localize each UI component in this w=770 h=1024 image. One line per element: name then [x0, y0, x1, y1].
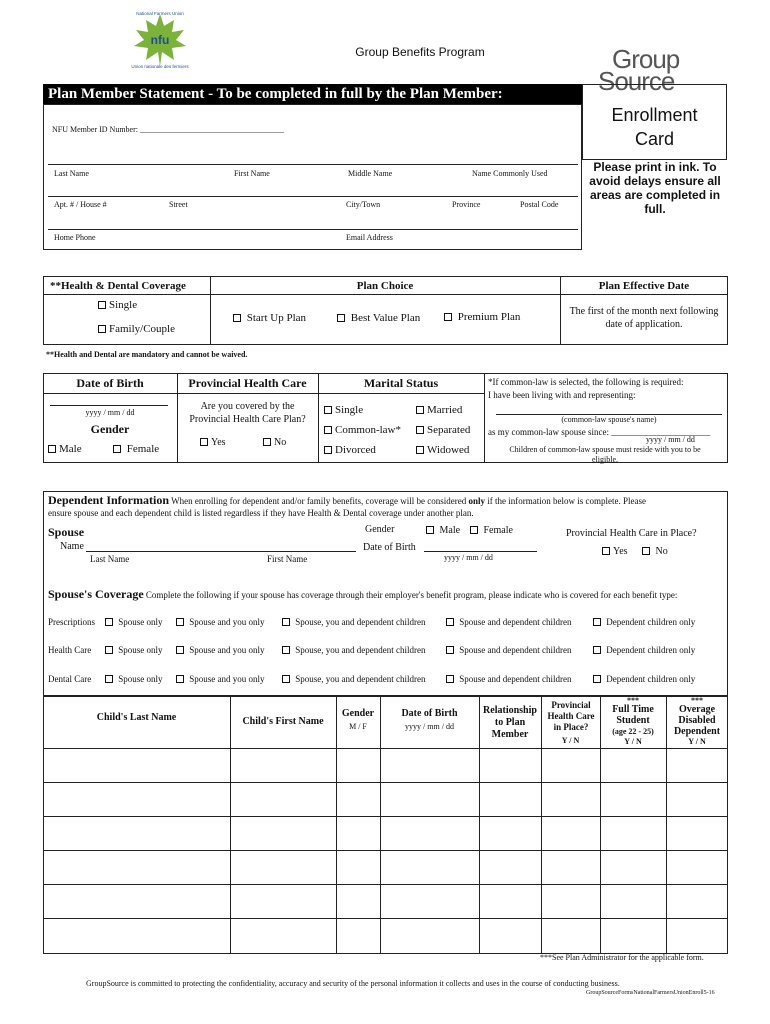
spouse-coverage-text: Complete the following if your spouse has coverage through their employer's benefit program, please indicate who is covered for each benefit type: [145, 590, 678, 600]
city-label: City/Town [346, 200, 381, 209]
benefit-option[interactable] [593, 674, 695, 684]
family-checkbox[interactable] [98, 323, 175, 335]
common-law-note: *If common-law is selected, the following is required: [488, 377, 684, 387]
nfu-logo-text: nfu [150, 33, 170, 47]
benefit-option[interactable] [282, 645, 425, 655]
dependent-intro-b: if the information below is complete. Please [487, 496, 646, 506]
effective-date-heading: Plan Effective Date [598, 280, 690, 292]
option-label: Spouse and dependent children [459, 617, 572, 627]
option-label: Spouse only [118, 645, 163, 655]
middle-name-label: Middle Name [348, 169, 393, 178]
option-label: Dependent children only [606, 617, 696, 627]
spouse-prov-no-checkbox[interactable] [642, 546, 668, 557]
name-common-label: Name Commonly Used [472, 169, 548, 178]
province-label: Province [452, 200, 481, 209]
single-checkbox[interactable] [98, 299, 137, 311]
benefit-label: Dental Care [48, 674, 92, 684]
form-code: GroupSourceFormsNationalFarmersUnionEnroll5-16 [586, 990, 715, 996]
mandatory-note: **Health and Dental are mandatory and cannot be waived. [46, 350, 248, 359]
marital-separated-checkbox[interactable] [416, 424, 470, 436]
nfu-logo-top-text: National Farmers Union [136, 11, 184, 16]
option-label: Spouse and dependent children [459, 645, 572, 655]
spouse-dob-label: Date of Birth [363, 542, 416, 553]
marital-common-law-checkbox[interactable] [324, 424, 401, 436]
dependent-intro-2: ensure spouse and each dependent child is listed regardless if they have Health & Dental coverage under another plan. [48, 508, 474, 518]
best-value-label: Best Value Plan [350, 312, 421, 324]
benefit-option[interactable] [176, 617, 265, 627]
prov-no-label: No [274, 437, 287, 448]
spouse-prov-question: Provincial Health Care in Place? [566, 528, 697, 539]
male-checkbox[interactable] [48, 443, 82, 455]
email-label: Email Address [346, 233, 393, 242]
common-law-children-note: Children of common-law spouse must reside with you to be eligible. [509, 445, 701, 464]
child-student-mark: *** [627, 696, 639, 705]
prov-health-heading: Provincial Health Care [188, 376, 307, 390]
dependent-title: Dependent Information [48, 493, 170, 507]
spouse-first-name-label: First Name [267, 554, 308, 564]
spouse-dob-format: yyyy / mm / dd [444, 553, 493, 562]
gender-heading: Gender [90, 422, 130, 436]
child-student-age: (age 22 - 25) [612, 727, 654, 736]
benefit-option[interactable] [105, 617, 163, 627]
nfu-logo-bottom-text: Union nationale des fermiers [131, 64, 189, 69]
nfu-logo [128, 8, 192, 70]
marital-divorced-checkbox[interactable] [324, 444, 376, 456]
dependent-intro-a: When enrolling for dependent and/or family benefits, coverage will be considered [171, 496, 467, 506]
spouse-coverage-title: Spouse's Coverage [48, 587, 144, 601]
option-label: Spouse and you only [189, 645, 265, 655]
spouse-male-label: Male [439, 525, 461, 536]
child-gender-header: Gender [341, 708, 375, 719]
option-label: Spouse only [118, 617, 163, 627]
spouse-female-checkbox[interactable] [470, 525, 513, 536]
spouse-heading: Spouse [48, 525, 85, 539]
dependent-intro [48, 493, 723, 508]
child-gender-sub: M / F [349, 722, 367, 731]
logo-word-source: Source [598, 66, 675, 96]
option-label: Spouse and you only [189, 674, 265, 684]
male-label: Male [59, 443, 82, 455]
admin-note: ***See Plan Administrator for the applicable form. [540, 953, 704, 962]
effective-date-text: The first of the month next following date of application. [569, 306, 719, 330]
common-law-since: as my common-law spouse since: ______________________ [488, 427, 711, 437]
street-label: Street [169, 200, 188, 209]
benefit-option[interactable] [593, 645, 695, 655]
spouse-gender-label: Gender [365, 524, 395, 535]
benefit-option[interactable] [282, 674, 425, 684]
last-name-label: Last Name [54, 169, 89, 178]
premium-checkbox[interactable] [444, 311, 520, 323]
benefit-option[interactable] [105, 674, 163, 684]
family-label: Family/Couple [109, 323, 175, 335]
home-phone-label: Home Phone [54, 233, 96, 242]
spouse-last-name-label: Last Name [90, 554, 130, 564]
marital-divorced-label: Divorced [335, 444, 376, 456]
child-dob-header: Date of Birth [401, 708, 458, 719]
common-law-spouse-name: (common-law spouse's name) [561, 415, 657, 424]
option-label: Spouse, you and dependent children [295, 674, 426, 684]
child-overage-sub: Y / N [688, 737, 706, 746]
start-up-checkbox[interactable] [233, 312, 306, 324]
child-student-sub: Y / N [624, 737, 642, 746]
benefit-label: Prescriptions [48, 617, 95, 627]
option-label: Spouse only [118, 674, 163, 684]
female-label: Female [126, 443, 160, 455]
child-last-name-header: Child's Last Name [96, 712, 177, 723]
apt-label: Apt. # / House # [54, 200, 107, 209]
option-label: Spouse and dependent children [459, 674, 572, 684]
spouse-female-label: Female [483, 525, 513, 536]
benefit-option[interactable] [446, 674, 571, 684]
privacy-statement: GroupSource is committed to protecting the confidentiality, accuracy and security of the personal information it collects and uses in the course of conducting business. [86, 979, 620, 988]
prov-no-checkbox[interactable] [263, 437, 286, 448]
first-name-label: First Name [234, 169, 270, 178]
health-dental-heading: **Health & Dental Coverage [50, 280, 186, 292]
marital-common-law-label: Common-law* [335, 424, 401, 436]
child-dob-sub: yyyy / mm / dd [405, 722, 454, 731]
marital-separated-label: Separated [427, 424, 471, 436]
marital-married-label: Married [427, 404, 463, 416]
prov-yes-checkbox[interactable] [200, 437, 226, 448]
benefit-option[interactable] [105, 645, 163, 655]
benefit-option[interactable] [446, 645, 571, 655]
enrollment-card-title: Enrollment Card [611, 105, 698, 149]
spouse-male-checkbox[interactable] [426, 525, 460, 536]
best-value-checkbox[interactable] [337, 312, 420, 324]
statement-title: Plan Member Statement - To be completed in full by the Plan Member: [48, 86, 503, 102]
option-label: Spouse, you and dependent children [295, 645, 426, 655]
statement-title-bar [43, 84, 582, 104]
dependent-intro-only: only [468, 496, 486, 506]
benefit-option[interactable] [176, 674, 265, 684]
benefit-option[interactable] [282, 617, 425, 627]
marital-single-checkbox[interactable] [324, 404, 363, 416]
child-student-header: Full Time Student [612, 704, 654, 726]
spouse-prov-yes-label: Yes [613, 546, 628, 557]
child-relationship-header: Relationship to Plan Member [483, 705, 537, 740]
option-label: Dependent children only [606, 645, 696, 655]
marital-widowed-label: Widowed [427, 444, 470, 456]
child-first-name-header: Child's First Name [242, 716, 324, 727]
benefit-option[interactable] [593, 617, 695, 627]
female-checkbox[interactable] [113, 443, 159, 455]
print-note: Please print in ink. To avoid delays ensure all areas are completed in full. [589, 160, 721, 216]
option-label: Spouse and you only [189, 617, 265, 627]
prov-health-question: Are you covered by the Provincial Health Care Plan? [189, 401, 306, 425]
member-id-label: NFU Member ID Number: ____________________________________ [52, 125, 284, 134]
benefit-option[interactable] [176, 645, 265, 655]
prov-yes-label: Yes [211, 437, 226, 448]
benefit-option[interactable] [446, 617, 571, 627]
premium-label: Premium Plan [457, 311, 521, 323]
postal-code-label: Postal Code [520, 200, 559, 209]
dob-format: yyyy / mm / dd [85, 408, 135, 417]
common-law-note-2: I have been living with and representing: [488, 390, 636, 400]
spouse-prov-yes-checkbox[interactable] [602, 546, 628, 557]
common-law-date-format: yyyy / mm / dd [646, 435, 695, 444]
program-title: Group Benefits Program [355, 45, 485, 59]
benefit-label: Health Care [48, 645, 92, 655]
marital-heading: Marital Status [363, 376, 439, 390]
spouse-prov-no-label: No [655, 546, 668, 557]
logo-word-group: Group [612, 44, 680, 74]
child-prov-header: Provincial Health Care in Place? [547, 700, 595, 732]
marital-married-checkbox[interactable] [416, 404, 462, 416]
dob-heading: Date of Birth [76, 376, 144, 390]
start-up-label: Start Up Plan [246, 312, 307, 324]
spouse-coverage-intro [48, 587, 677, 602]
child-overage-mark: *** [691, 696, 703, 705]
child-overage-header: Overage Disabled Dependent [673, 704, 721, 737]
plan-choice-heading: Plan Choice [356, 280, 414, 292]
option-label: Spouse, you and dependent children [295, 617, 426, 627]
spouse-name-label: Name [60, 541, 84, 552]
marital-single-label: Single [335, 404, 364, 416]
option-label: Dependent children only [606, 674, 696, 684]
child-prov-sub: Y / N [561, 736, 580, 745]
single-label: Single [109, 299, 138, 311]
marital-widowed-checkbox[interactable] [416, 444, 469, 456]
